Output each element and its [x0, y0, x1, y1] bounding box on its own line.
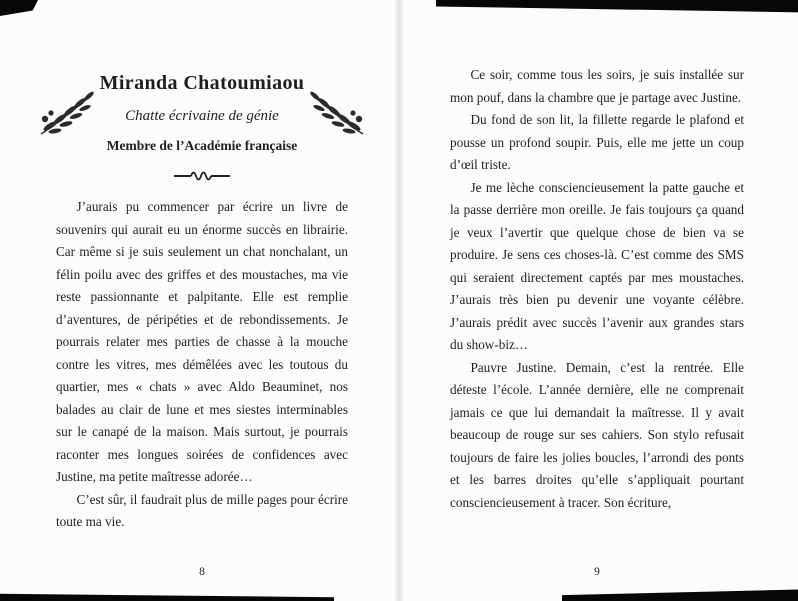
- chapter-subtitle: Chatte écrivaine de génie: [125, 108, 279, 124]
- body-paragraph: Du fond de son lit, la fillette regarde le plafond et pousse un profond soupir. Puis, elle me jette un coup d’œil triste.: [450, 112, 744, 172]
- left-page: [56, 0, 348, 601]
- right-page: [450, 0, 744, 601]
- chapter-header: [56, 72, 348, 182]
- body-paragraph: C’est sûr, il faudrait plus de mille pages pour écrire toute ma vie.: [56, 491, 348, 529]
- body-paragraph: J’aurais pu commencer par écrire un livre de souvenirs qui aurait eu un énorme succès en librairie. Car même si je suis seulement un chat nonchalant, un félin poilu avec des griffes et des moustaches, ma vie reste passionnante et palpitante. Elle est remplie d’aventures, de péripéties et de rebondissements. Je pourrais relater mes parties de chasse à la mouche contre les vitres, mes démêlées avec les toutous du quartier, mes « chats » avec Aldo Beauminet, nos balades au clair de lune et mes siestes interminables sur le canapé de la maison. Mais surtout, je pourrais raconter mes longues soirées de confidences avec Justine, ma petite maîtresse adorée…: [56, 199, 348, 484]
- gutter-shadow: [394, 0, 404, 601]
- left-page-body: [56, 196, 348, 534]
- body-paragraph: Je me lèche consciencieusement la patte gauche et la passe derrière mon oreille. Je fais toujours ça quand je veux l’avertir que quelque chose de bien va se produire. Je sens ces choses-là. C’est comme des SMS qui seraient directement captés par mes moustaches. J’aurais très bien pu devenir une voyante célèbre. J’aurais prédit avec succès l’avenir aux grandes stars du show-biz…: [450, 179, 744, 352]
- right-page-body: [450, 64, 744, 514]
- olive-branch-left-icon: [38, 86, 98, 143]
- olive-branch-right-icon: [306, 86, 366, 143]
- body-paragraph: Ce soir, comme tous les soirs, je suis installée sur mon pouf, dans la chambre que je partage avec Justine.: [450, 67, 744, 105]
- section-divider-icon: [56, 170, 348, 182]
- scan-edge-top-left: [0, 0, 38, 17]
- chapter-affiliation: Membre de l’Académie française: [106, 138, 298, 153]
- page-number-left: 8: [199, 566, 205, 578]
- chapter-title: Miranda Chatoumiaou: [99, 72, 305, 94]
- page-number-right: 9: [594, 566, 600, 578]
- body-paragraph: Pauvre Justine. Demain, c’est la rentrée. Elle déteste l’école. L’année dernière, elle ne comprenait jamais ce que lui demandait la maîtresse. Il y avait beaucoup de rouge sur ses cahiers. Son stylo refusait toujours de faire les jolies boucles, l’arrondi des ponts et les barres droites qu’elle s’appliquait pourtant consciencieusement à tracer. Son écriture,: [450, 359, 744, 510]
